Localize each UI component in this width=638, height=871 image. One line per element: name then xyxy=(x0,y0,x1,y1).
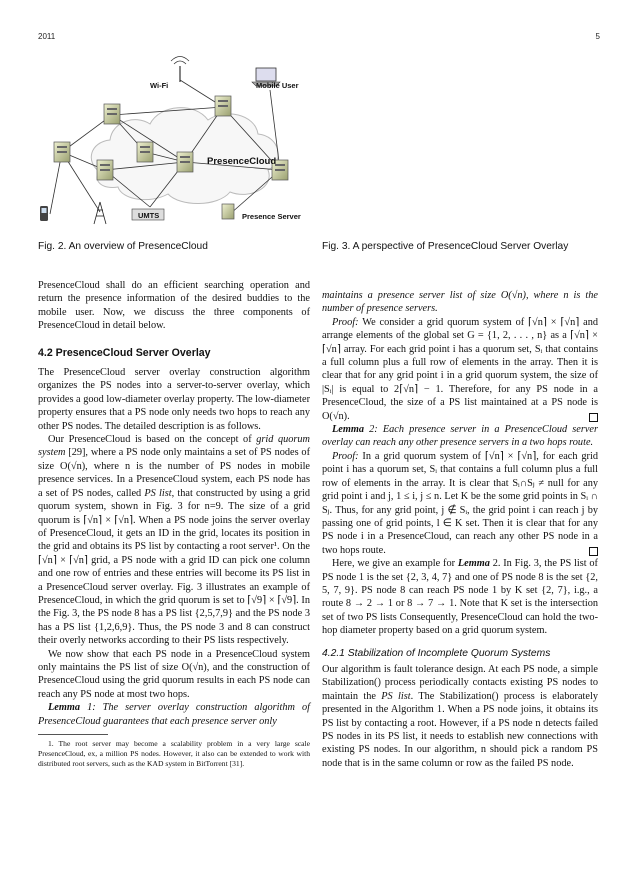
mobile-phone-icon xyxy=(40,206,48,221)
lemma-1: Lemma 1: The server overlay construction algorithm of PresenceCloud guarantees that each presence server only xyxy=(38,702,310,727)
section-title: 4.2 PresenceCloud Server Overlay xyxy=(38,346,211,359)
wifi-label: Wi-Fi xyxy=(150,81,169,90)
left-column xyxy=(38,279,310,769)
paragraph-intro: PresenceCloud shall do an efficient searching operation and return the presence information of the desired buddies to the mobile user. Now, we discuss the three components of PresenceCloud in detail below. xyxy=(38,280,310,332)
subsection-title: 4.2.1 Stabilization of Incomplete Quorum Systems xyxy=(322,647,551,659)
paragraph-two-hops: We now show that each PS node in a PresenceCloud system only maintains the PS list of size O(√n), and the construction of PresenceCloud using the grid quorum results in each PS node can reach any PS node at most two hops. xyxy=(38,648,310,700)
server-legend-label: Presence Server xyxy=(242,212,301,221)
presencecloud-overview-diagram xyxy=(30,52,330,232)
qed-icon xyxy=(589,413,598,422)
umts-label: UMTS xyxy=(138,211,160,220)
wifi-antenna-icon xyxy=(171,57,189,83)
proof-2: Proof: In a grid quorum system of ⌈√n⌉ × ⌈√n⌉, for each grid point i has a quorum set, Sᵢ that contains a full column plus a full row of elements in the array. It is clear that Sᵢ∩Sⱼ ≠ null for any grid point i and j, 1 ≤ i, j ≤ n. Let K be the some grid points in Sᵢ ∩ Sⱼ. Thus, for any grid point, j ∉ Sᵢ, the grid point i can reach j by passing one of grid points, l ∈ K set. Then it is clear that for any PS node i in a PresenceCloud, can reach any other PS node in a two hops route. xyxy=(322,450,598,556)
paragraph-overlay-desc: The PresenceCloud server overlay construction algorithm organizes the PS nodes into a server-to-server overlay, which provides a good low-diameter overlay property. The low-diameter property ensures that a PS node only needs two hops to reach any other PS nodes. The detailed description is as follows. xyxy=(38,367,310,432)
cloud-label: PresenceCloud xyxy=(207,156,277,167)
lemma-1-continued: maintains a presence server list of size O(√n), where n is the number of presence servers. xyxy=(322,290,598,315)
paragraph-example: Here, we give an example for Lemma 2. In Fig. 3, the PS list of PS node 1 is the set {2, 3, 4, 7} and one of PS node 8 is the set {2, 5, 7, 9}. PS node 8 can reach PS node 1 by K set {2, 7}, i.g., a route 8 → 2 → 1 or 8 → 7 → 1. Note that K set is the intersection set of two PS lists Consequently, PresenceCloud can hold the two-hop diameter property based on a grid quorum system. xyxy=(322,558,598,637)
mobile-user-label: Mobile User xyxy=(256,81,299,90)
footnote-rule xyxy=(38,734,108,735)
right-column xyxy=(322,289,598,770)
fig3-caption: Fig. 3. A perspective of PresenceCloud Server Overlay xyxy=(322,241,569,252)
legend-server-icon xyxy=(222,204,234,219)
header-page-number: 5 xyxy=(595,32,600,41)
fig2-caption: Fig. 2. An overview of PresenceCloud xyxy=(38,241,208,252)
qed-icon xyxy=(589,547,598,556)
proof-1: Proof: We consider a grid quorum system of ⌈√n⌉ × ⌈√n⌉ and arrange elements of the global set G = {1, 2, . . . , n} as a ⌈√n⌉ × ⌈√n⌉ array. For each grid point i has a quorum set, Sᵢ that contains a full column plus a full row of elements in the array. Then it is clear that for any grid point i in a grid quorum system, the size of |Sᵢ| is equal to 2⌈√n⌉ − 1. Therefore, for any PS node in a PresenceCloud, the size of a PS list maintained at a PS node is O(√n). xyxy=(322,316,598,422)
header-year: 2011 xyxy=(38,32,56,41)
paragraph-grid-quorum: Our PresenceCloud is based on the concept of grid quorum system [29], where a PS node only maintains a set of PS nodes of size O(√n), where n is the number of PS nodes in mobile presence services. In a PresenceCloud system, each PS node has a set of PS nodes, called PS list, that constructed by using a grid quorum system, shown in Fig. 3 for n=9. The size of a grid quorum is ⌈√n⌉ × ⌈√n⌉. When a PS node joins the server overlay of PresenceCloud, it gets an ID in the grid, locates its position in the grid and obtains its PS list by contacting a root server¹. On the ⌈√n⌉ × ⌈√n⌉ grid, a PS node with a grid ID can pick one column and one row of entries and these entries will become its PS list in a PresenceCloud server overlay. Fig. 3 illustrates an example of PresenceCloud, in which the grid quorum is set to ⌈√9⌉ × ⌈√9⌉. In the Fig. 3, the PS node 8 has a PS list {2,5,7,9} and the PS node 3 has a PS list {1,2,6,9}. Thus, the PS node 3 and 8 can construct their overly networks according to their PS lists respectively. xyxy=(38,434,310,647)
lemma-2: Lemma 2: Each presence server in a PresenceCloud server overlay can reach any other presence servers in a two hops route. xyxy=(322,424,598,449)
paragraph-stabilization: Our algorithm is fault tolerance design. At each PS node, a simple Stabilization() process periodically contacts existing PS nodes to maintain the PS list. The Stabilization() process is elaborately presented in the Algorithm 1. When a PS node joins, it obtains its PS list by contacting a root. However, if a PS node n detects failed PS nodes in its PS list, it needs to establish new connections with existing PS nodes. In our algorithm, n should pick a random PS node that is in the same column or row as the failed PS node. xyxy=(322,663,598,769)
footnote: 1. The root server may become a scalability problem in a very large scale PresenceCloud, ex, a million PS nodes. However, it also can be extended to work with distributed root servers, such as the KAD system in BitTorrent [31]. xyxy=(38,739,310,768)
